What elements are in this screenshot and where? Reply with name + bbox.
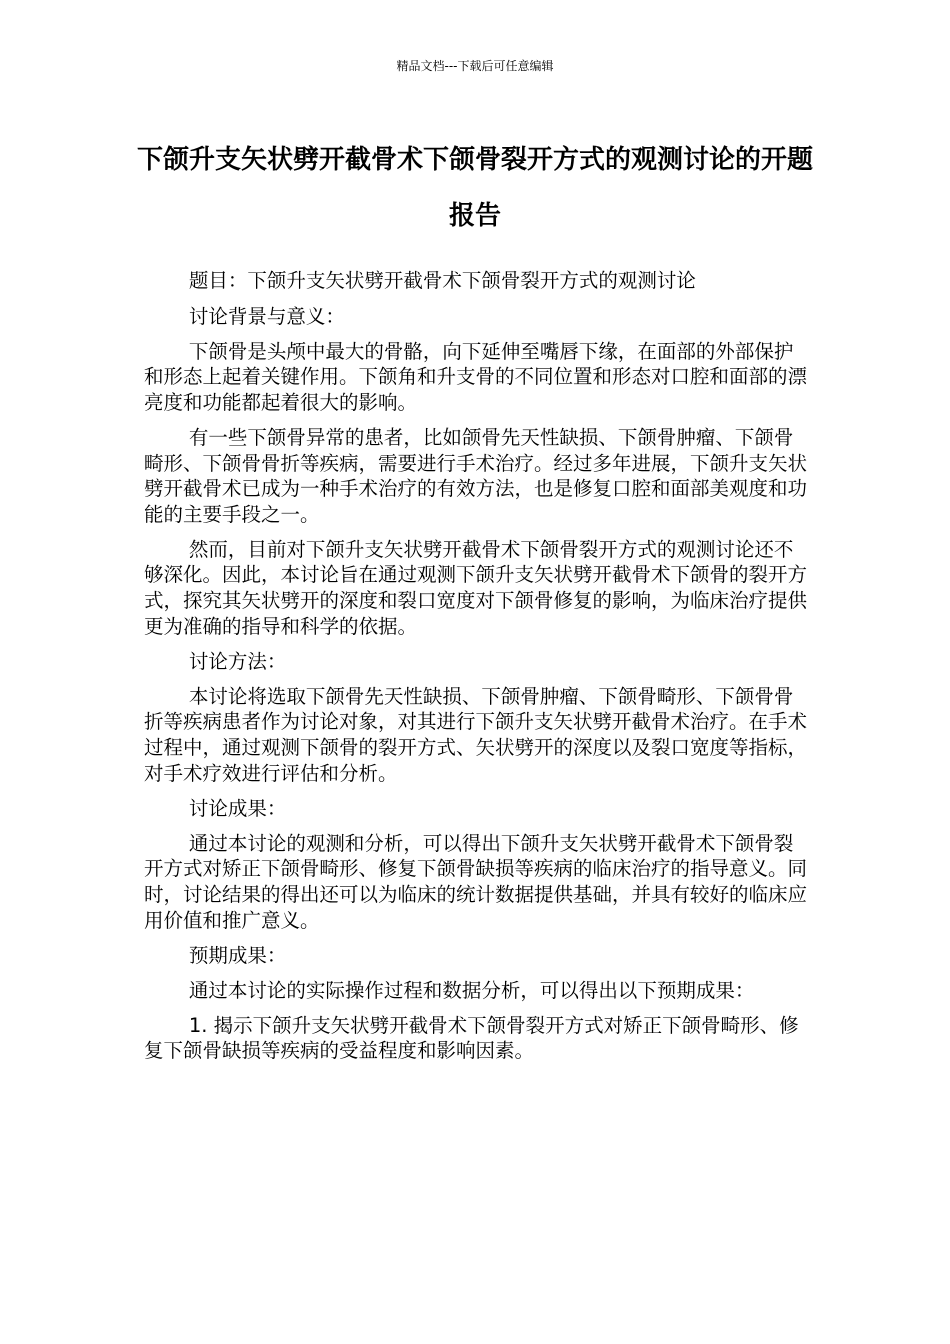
expected-item-1: 1. 揭示下颌升支矢状劈开截骨术下颌骨裂开方式对矫正下颌骨畸形、修复下颌骨缺损等疾病的受益程度和影响因素。 — [144, 1013, 799, 1063]
section-heading-results: 讨论成果： — [188, 796, 287, 820]
document-title: 下颌升支矢状劈开截骨术下颌骨裂开方式的观测讨论的开题报告 — [136, 145, 813, 231]
topic-line: 题目：下颌升支矢状劈开截骨术下颌骨裂开方式的观测讨论 — [188, 269, 696, 292]
paragraph-background-1: 下颌骨是头颅中最大的骨骼，向下延伸至嘴唇下缘，在面部的外部保护和形态上起着关键作用。下颌角和升支骨的不同位置和形态对口腔和面部的漂亮度和功能都起着很大的影响。 — [144, 339, 808, 414]
paragraph-background-3: 然而，目前对下颌升支矢状劈开截骨术下颌骨裂开方式的观测讨论还不够深化。因此，本讨论旨在通过观测下颌升支矢状劈开截骨术下颌骨的裂开方式，探究其矢状劈开的深度和裂口宽度对下颌骨修复的影响，为临床治疗提供更为准确的指导和科学的依据。 — [144, 537, 808, 638]
header-note: 精品文档---下载后可任意编辑 — [396, 59, 554, 73]
document-body — [144, 268, 810, 1074]
paragraph-method: 本讨论将选取下颌骨先天性缺损、下颌骨肿瘤、下颌骨畸形、下颌骨骨折等疾病患者作为讨论对象，对其进行下颌升支矢状劈开截骨术治疗。在手术过程中，通过观测下颌骨的裂开方式、矢状劈开的深度以及裂口宽度等指标，对手术疗效进行评估和分析。 — [144, 684, 808, 785]
section-heading-method: 讨论方法： — [188, 649, 287, 673]
paragraph-expected-intro: 通过本讨论的实际操作过程和数据分析，可以得出以下预期成果： — [188, 978, 755, 1002]
paragraph-background-2: 有一些下颌骨异常的患者，比如颌骨先天性缺损、下颌骨肿瘤、下颌骨畸形、下颌骨骨折等疾病，需要进行手术治疗。经过多年进展，下颌升支矢状劈开截骨术已成为一种手术治疗的有效方法，也是修复口腔和面部美观度和功能的主要手段之一。 — [144, 425, 808, 526]
paragraph-results: 通过本讨论的观测和分析，可以得出下颌升支矢状劈开截骨术下颌骨裂开方式对矫正下颌骨畸形、修复下颌骨缺损等疾病的临床治疗的指导意义。同时，讨论结果的得出还可以为临床的统计数据提供基础，并具有较好的临床应用价值和推广意义。 — [144, 831, 808, 932]
section-heading-background: 讨论背景与意义： — [188, 304, 345, 328]
section-heading-expected: 预期成果： — [188, 943, 287, 967]
